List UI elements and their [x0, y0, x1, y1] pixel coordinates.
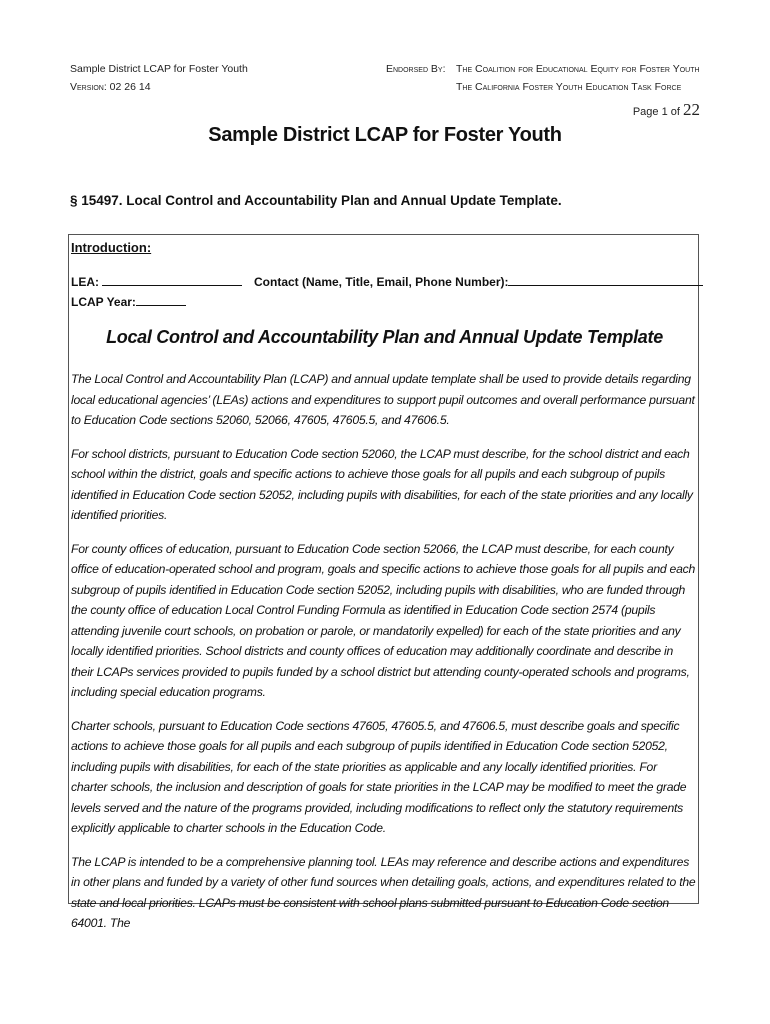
header-version: Version: 02 26 14: [70, 81, 151, 93]
template-title: Local Control and Accountability Plan and Annual Update Template: [106, 327, 663, 347]
paragraph-school-districts: For school districts, pursuant to Education Code section 52060, the LCAP must describe, for the school district and each school within the district, goals and specific actions to achieve those goals for all pupils and each subgroup of pupils identified in Education Code section 52052, including pupils with disabilities, for each of the state priorities and any locally identified priorities.: [71, 446, 693, 522]
introduction-box: [68, 234, 699, 930]
paragraph-planning-tool: The LCAP is intended to be a comprehensive planning tool. LEAs may reference and describe actions and expenditures in other plans and funded by a variety of other fund sources when detailing goals, actions, and expenditures related to the state and local priorities. LCAPs must be consistent with school plans submitted pursuant to Education Code section 64001. The: [71, 854, 696, 930]
page-number-total: 22: [683, 100, 700, 119]
lea-field: [71, 273, 242, 289]
paragraph-charter-schools: Charter schools, pursuant to Education Code sections 47605, 47605.5, and 47606.5, must describe goals and specific actions to achieve those goals for all pupils and each subgroup of pupils identified in Education Code section 52052, including pupils with disabilities, for each of the state priorities as applicable and any locally identified priorities. For charter schools, the inclusion and description of goals for state priorities in the LCAP may be modified to meet the grade levels served and the nature of the programs provided, including modifications to reflect only the statutory requirements explicitly applicable to charter schools in the Education Code.: [71, 718, 687, 835]
lcap-year-field: [71, 293, 186, 309]
endorser-task-force: The California Foster Youth Education Task Force: [456, 81, 682, 93]
page-number: [633, 100, 700, 120]
introduction-label: Introduction:: [71, 240, 152, 255]
contact-blank-line[interactable]: [508, 273, 703, 286]
page-number-prefix: Page 1 of: [632, 106, 680, 118]
template-body: [71, 369, 696, 947]
paragraph-overview: The Local Control and Accountability Plan (LCAP) and annual update template shall be used to provide details regarding local educational agencies’ (LEAs) actions and expenditures to support pupil outcomes and overall performance pursuant to Education Code sections 52060, 52066, 47605, 47605.5, and 47606.5.: [71, 372, 695, 427]
lea-blank-line[interactable]: [102, 273, 242, 286]
lcap-year-label: LCAP Year:: [71, 295, 136, 309]
lcap-year-blank-line[interactable]: [136, 293, 186, 306]
endorsed-by-label: Endorsed By:: [386, 63, 446, 75]
header-document-title: Sample District LCAP for Foster Youth: [70, 63, 248, 75]
page-title: Sample District LCAP for Foster Youth: [208, 124, 562, 146]
contact-label: Contact (Name, Title, Email, Phone Number):: [254, 275, 509, 289]
header-left: [70, 60, 248, 96]
lea-label: LEA:: [71, 275, 99, 289]
endorsers: [456, 60, 700, 96]
endorser-coalition: The Coalition for Educational Equity for Foster Youth: [456, 63, 700, 75]
contact-field: [254, 273, 703, 289]
paragraph-county-offices: For county offices of education, pursuant to Education Code section 52066, the LCAP must describe, for each county office of education-operated school and program, goals and specific actions to achieve those goals for all pupils and each subgroup of pupils identified in Education Code section 52052, including pupils with disabilities, who are funded through the county office of education Local Control Funding Formula as identified in Education Code section 2574 (pupils attending juvenile court schools, on probation or parole, or mandatorily expelled) for each of the state priorities and any locally identified priorities. School districts and county offices of education may additionally coordinate and describe in their LCAPs services provided to pupils funded by a school district but attending county-operated schools and programs, including special education programs.: [71, 541, 695, 699]
section-heading: § 15497. Local Control and Accountability Plan and Annual Update Template.: [70, 193, 562, 208]
